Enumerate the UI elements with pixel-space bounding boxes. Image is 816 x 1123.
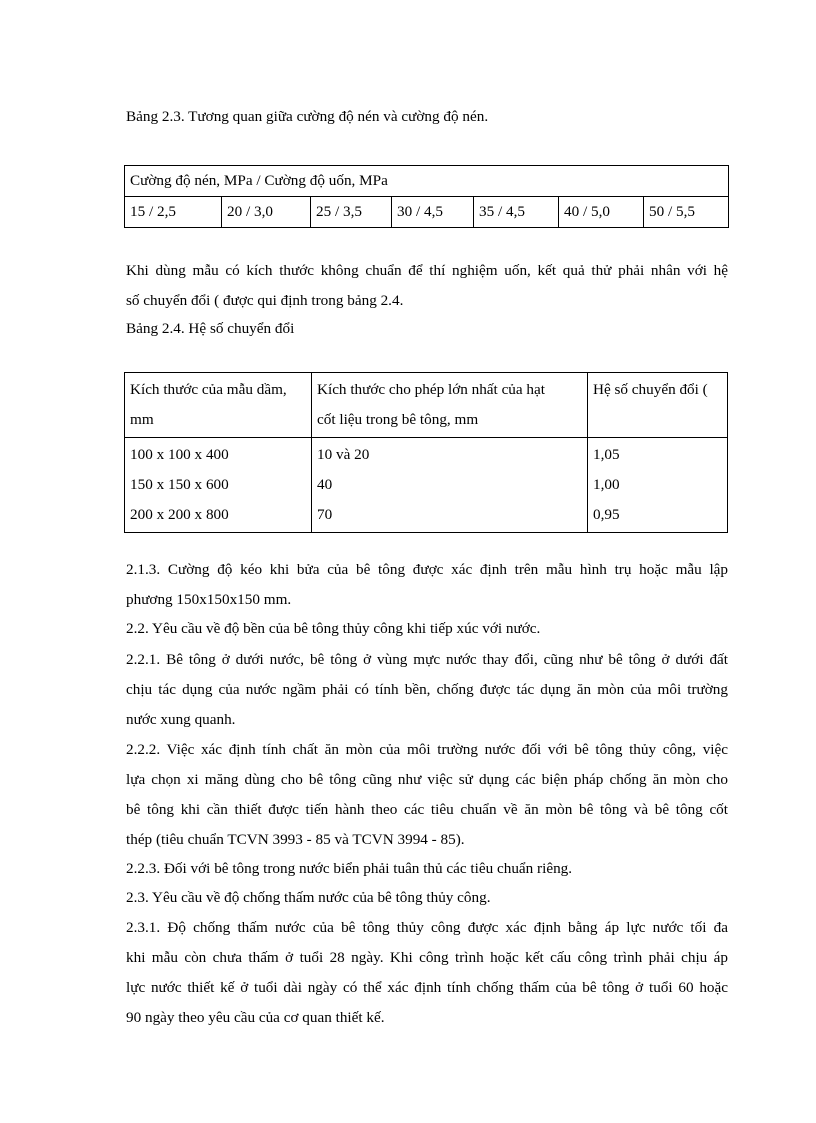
table-header-cell: [125, 373, 312, 438]
table-cell: 20 / 3,0: [222, 197, 311, 228]
table-cell: 35 / 4,5: [474, 197, 559, 228]
table-row: [125, 197, 729, 228]
table-row: [125, 438, 728, 533]
table-2-4: [124, 372, 728, 533]
header-line: cốt liệu trong bê tông, mm: [317, 411, 479, 428]
table-header-row: [125, 166, 729, 197]
section-heading: 2.3. Yêu cầu về độ chống thấm nước của bê tông thủy công.: [126, 889, 491, 906]
paragraph-line: 2.1.3. Cường độ kéo khi bửa của bê tông được xác định trên mẫu hình trụ hoặc mẫu lập: [126, 561, 728, 578]
paragraph-line: Khi dùng mẫu có kích thước không chuẩn để thí nghiệm uốn, kết quả thử phải nhân với hệ: [126, 262, 728, 279]
table-cell: 40 / 5,0: [559, 197, 644, 228]
paragraph-line: khi mẫu còn chưa thấm ở tuổi 28 ngày. Khi công trình hoặc kết cấu công trình phải chịu áp: [126, 949, 728, 966]
header-line: Kích thước của mẫu dầm,: [130, 381, 287, 398]
paragraph-line: lựa chọn xi măng dùng cho bê tông cũng như việc sử dụng các biện pháp chống ăn mòn cho: [126, 771, 728, 788]
paragraph-line: 2.2.1. Bê tông ở dưới nước, bê tông ở vùng mực nước thay đổi, cũng như bê tông ở dưới đất: [126, 651, 728, 668]
header-line: Kích thước cho phép lớn nhất của hạt: [317, 381, 545, 398]
paragraph-line: lực nước thiết kế ở tuổi dài ngày có thể xác định tính chống thấm của bê tông ở tuổi 60 hoặc: [126, 979, 728, 996]
paragraph-line: 2.3.1. Độ chống thấm nước của bê tông thủy công được xác định bằng áp lực nước tối đa: [126, 919, 728, 936]
conversion-factor: 0,95: [593, 506, 620, 523]
max-aggregate-size: 10 và 20: [317, 446, 370, 463]
table-2-3-caption: Bảng 2.3. Tương quan giữa cường độ nén và cường độ nén.: [126, 108, 489, 125]
sample-size: 150 x 150 x 600: [130, 476, 229, 493]
table-header-cell: [588, 373, 728, 438]
paragraph-line: 90 ngày theo yêu cầu của cơ quan thiết kế.: [126, 1009, 385, 1026]
max-aggregate-size: 40: [317, 476, 333, 493]
sample-size: 100 x 100 x 400: [130, 446, 229, 463]
table-cell: [312, 438, 588, 533]
paragraph-line: bê tông khi cần thiết được tiến hành theo các tiêu chuẩn về ăn mòn bê tông và bê tông cốt: [126, 801, 728, 818]
conversion-factor: 1,05: [593, 446, 620, 463]
table-cell: 25 / 3,5: [311, 197, 392, 228]
conversion-factor: 1,00: [593, 476, 620, 493]
table-header-cell: [312, 373, 588, 438]
table-cell: [125, 438, 312, 533]
max-aggregate-size: 70: [317, 506, 333, 523]
paragraph-line: nước xung quanh.: [126, 711, 236, 728]
table-2-4-caption: Bảng 2.4. Hệ số chuyển đổi: [126, 320, 295, 337]
table-2-3: [124, 165, 729, 228]
sample-size: 200 x 200 x 800: [130, 506, 229, 523]
paragraph-line: số chuyển đổi ( được qui định trong bảng 2.4.: [126, 292, 404, 309]
paragraph-line: thép (tiêu chuẩn TCVN 3993 - 85 và TCVN 3994 - 85).: [126, 831, 465, 848]
table-cell: 50 / 5,5: [644, 197, 729, 228]
header-line: mm: [130, 411, 154, 428]
section-heading: 2.2. Yêu cầu về độ bền của bê tông thủy công khi tiếp xúc với nước.: [126, 620, 541, 637]
header-line: Hệ số chuyển đổi (: [593, 381, 708, 398]
paragraph-line: 2.2.2. Việc xác định tính chất ăn mòn của môi trường nước đối với bê tông thủy công, việc: [126, 741, 728, 758]
table-2-3-header: Cường độ nén, MPa / Cường độ uốn, MPa: [125, 166, 729, 197]
paragraph-line: chịu tác dụng của nước ngầm phải có tính bền, chống được tác dụng ăn mòn của môi trường: [126, 681, 728, 698]
table-cell: [588, 438, 728, 533]
table-header-row: [125, 373, 728, 438]
table-cell: 15 / 2,5: [125, 197, 222, 228]
table-cell: 30 / 4,5: [392, 197, 474, 228]
paragraph-line: phương 150x150x150 mm.: [126, 591, 292, 608]
paragraph-line: 2.2.3. Đối với bê tông trong nước biển phải tuân thủ các tiêu chuẩn riêng.: [126, 860, 573, 877]
